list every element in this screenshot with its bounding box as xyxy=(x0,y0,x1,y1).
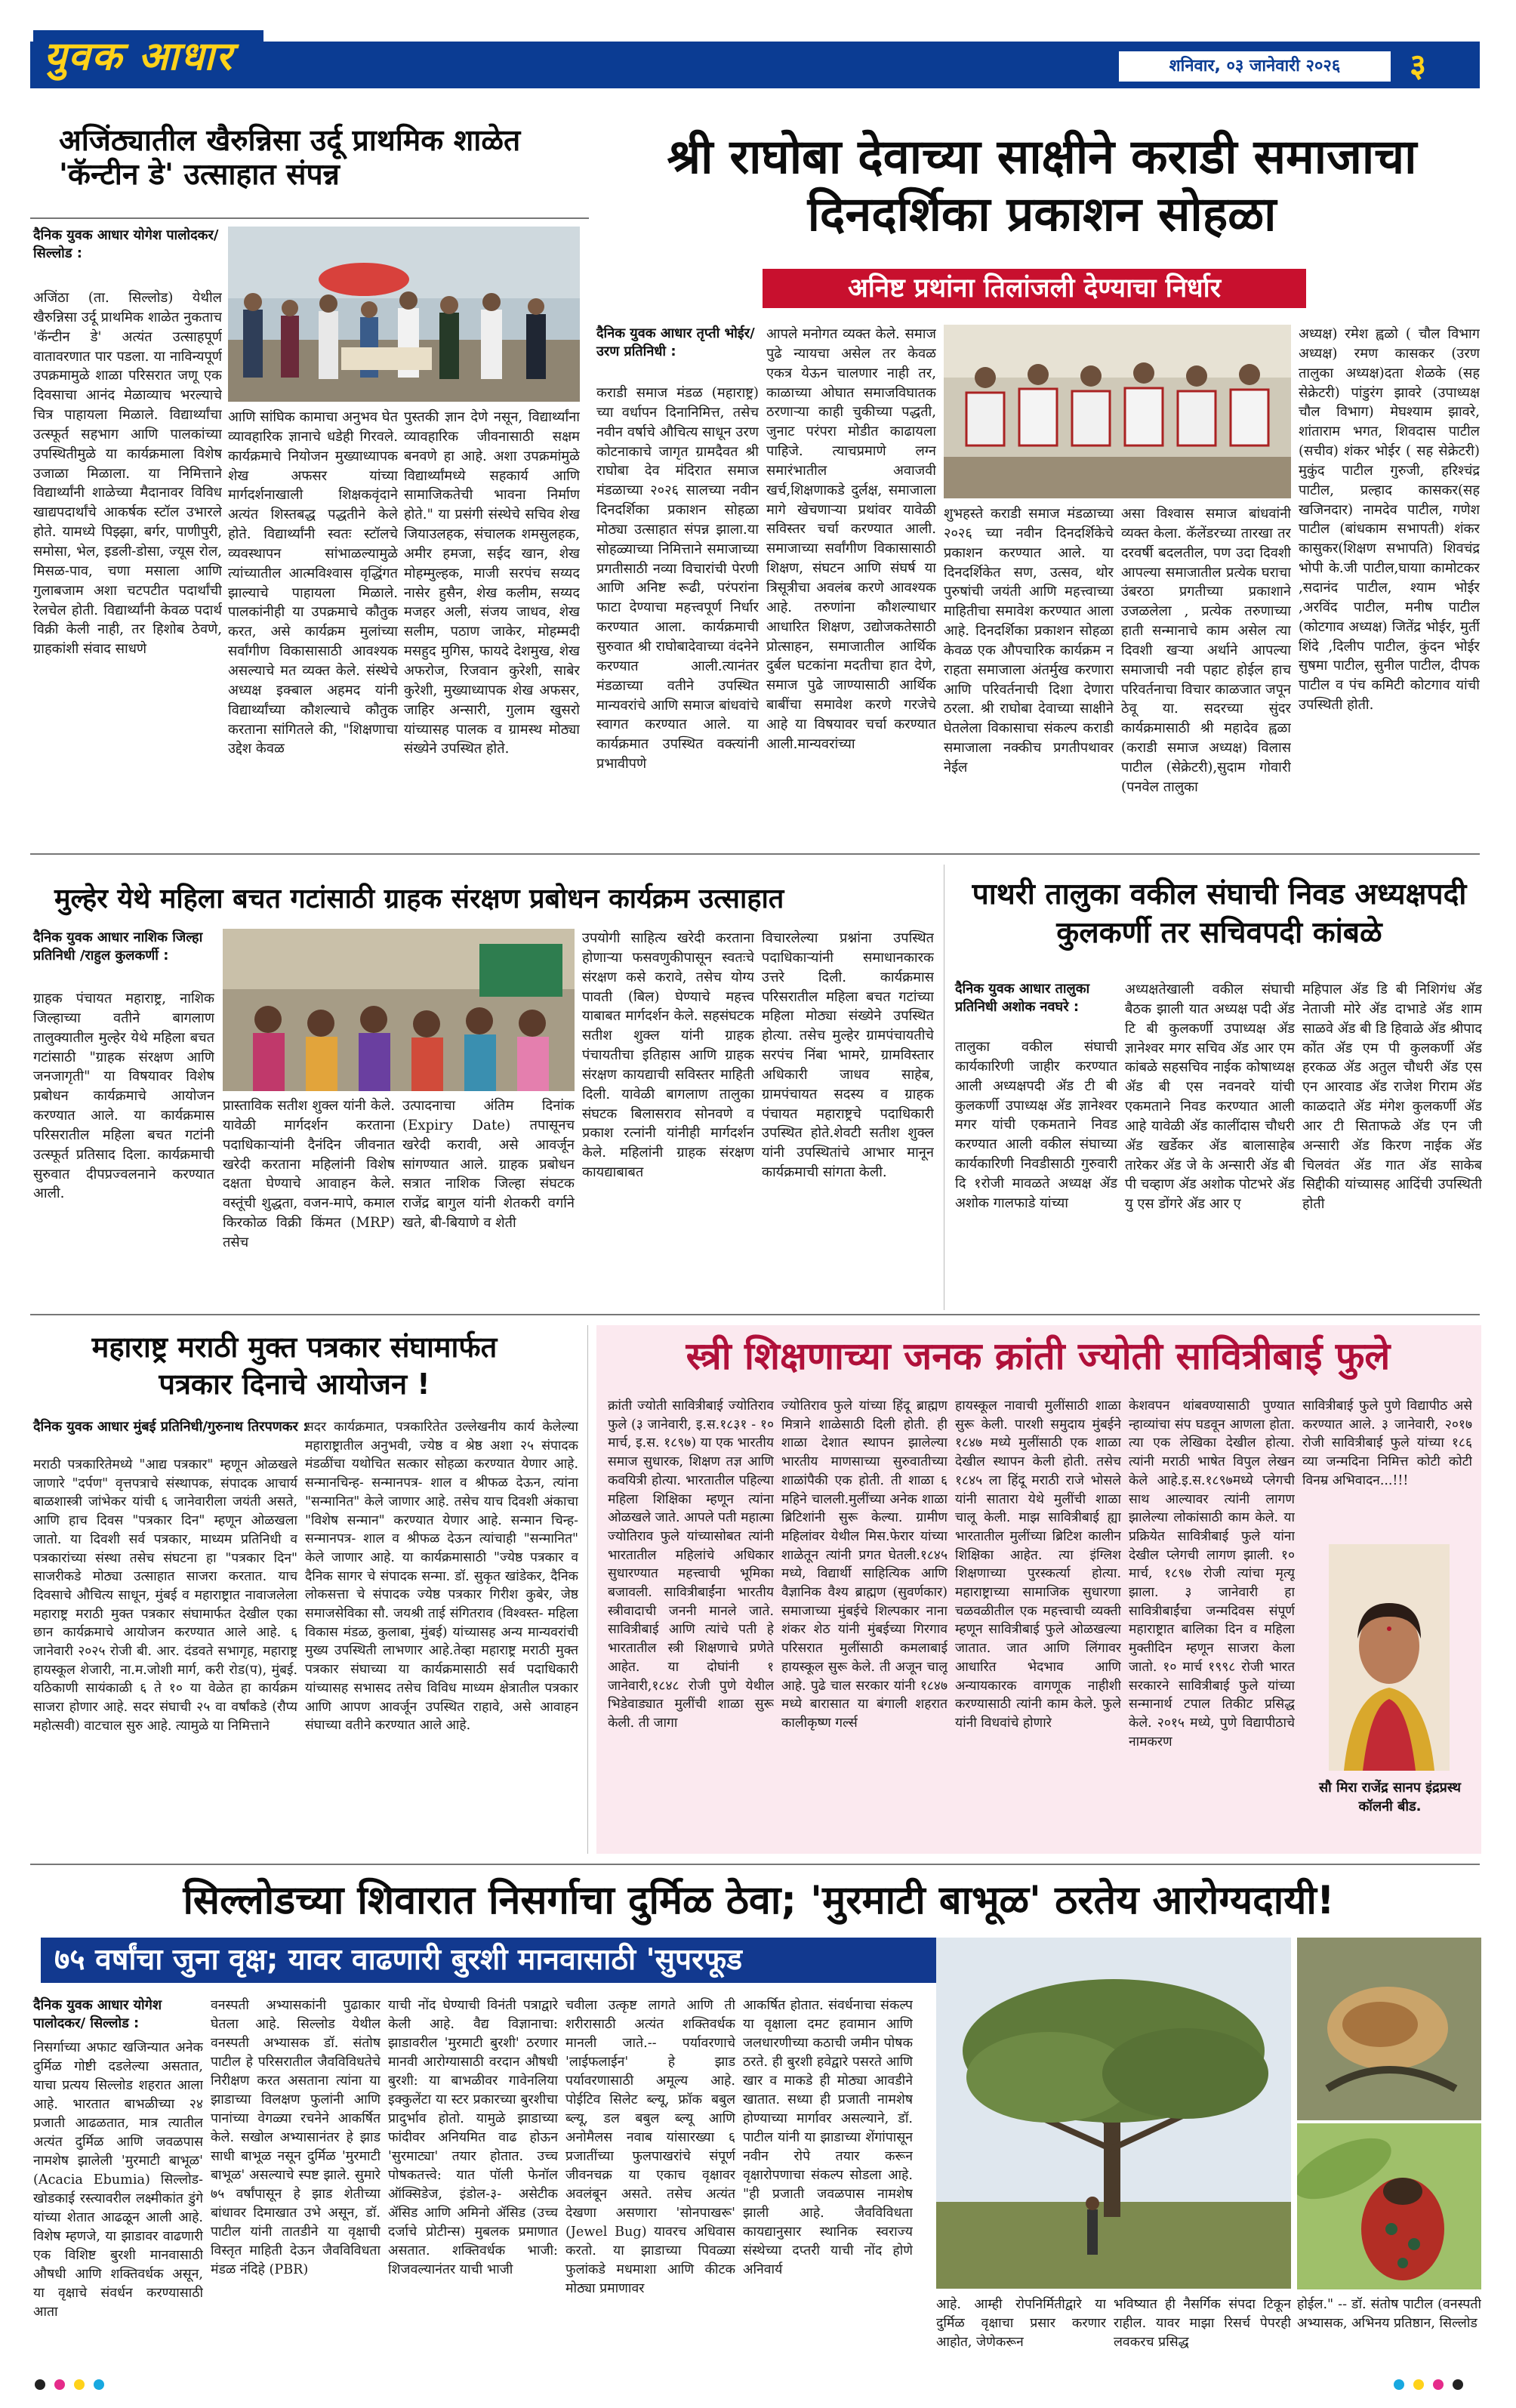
article1-byline: दैनिक युवक आधार योगेश पालोदकर/ सिल्लोड : xyxy=(33,227,219,262)
article4-column-1: तालुका वकील संघाची कार्यकारिणी जाहीर करण्यात आली अध्यक्षपदी ॲड टी बी कुलकर्णी उपाध्यक्ष ॲड ज्ञानेश्वर मगर यांची एकमताने निवड करण्यात आली वकील संघाच्या कार्यकारिणी निवडीसाठी गुरुवारी दि १रोजी मावळते अध्यक्ष ॲड अशोक गालफाडे यांच्या xyxy=(955,1039,1117,1211)
article6-column-2: ज्योतिराव फुले यांच्या हिंदू ब्राह्मण मित्राने शाळेसाठी दिली होती. ही शाळा देशात स्थापन झालेल्या भारतीय माणसाच्या सुरुवातीच्या शाळांपैकी एक होती. ती शाळा ६ महिने चालली.मुलींच्या अनेक शाळा ब्रिटिशांनी सुरू केल्या. ग्रामीण महिलांवर येथील मिस.फेरार यांच्या शाळेतून त्यांनी प्रगत घेतली.१८४५ मध्ये, विद्यार्थी साहित्यिक आणि वैज्ञानिक वैश्य ब्राह्मण (सुवर्णकार) समाजाच्या मुंबईचे शिल्पकार नाना शंकर शेठ यांनी मुंबईच्या गिरगाव परिसरात मुलींसाठी कमलाबाई हायस्कूल सुरू केले. ती अजून चालू आहे. पुढे चाल सरकार यांनी १८४७ मध्ये बारासात या बंगाली शहरात कालीकृष्ण गर्ल्स xyxy=(781,1398,948,1731)
article4-column-3: महिपाल ॲड डि बी निशिगंध ॲड नेताजी मोरे ॲड दाभाडे ॲड शाम साळवे ॲड बी डि हिवाळे ॲड श्रीपाद कोंत ॲड एम पी कुलकर्णी ॲड हरकळ ॲड अतुल चौधरी ॲड एस एन आरवाड ॲड राजेश गिराम ॲड काळदाते ॲड मंगेश कुलकर्णी ॲड आर टी सिताफळे ॲड एन जी अन्सारी ॲड किरण नाईक ॲड चिलवंत ॲड गात ॲड साकेब सिद्दीकी यांच्यासह आदिंची उपस्थिती होती xyxy=(1302,982,1482,1213)
article5-byline: दैनिक युवक आधार मुंबई प्रतिनिधी/गुरुनाथ तिरपणकर : xyxy=(33,1419,309,1435)
article3-headline: मुल्हेर येथे महिला बचत गटांसाठी ग्राहक संरक्षण प्रबोधन कार्यक्रम उत्साहात xyxy=(54,883,784,914)
calendar-launch-photo xyxy=(944,325,1291,498)
article7-headline: सिल्लोडच्या शिवारात निसर्गाचा दुर्मिळ ठेवा; 'मुरमाटी बाभूळ' ठरतेय आरोग्यदायी! xyxy=(183,1878,1335,1923)
article2-headline: श्री राघोबा देवाच्या साक्षीने कराडी समाजाचा दिनदर्शिका प्रकाशन सोहळा xyxy=(667,129,1417,242)
fungus-closeup-photo xyxy=(1297,1938,1481,2120)
article7-column-4: चवीला उत्कृष्ट लागते आणि ती शरीरासाठी अत्यंत शक्तिवर्धक मानली जाते.-- पर्यावरणाचे 'लाईफलाईन' हे झाड पर्यावरणासाठी अमूल्य आहे. पोईटिव सिलेट ब्ल्यू, फ्रॉक बबुल ब्ल्यू, डल बबुल ब्ल्यू आणि अनोमैलस नवाब यांसारख्या ६ प्रजातींच्या फुलपाखरांचे संपूर्ण जीवनचक्र या एकाच वृक्षावर अवलंबून असते. तसेच अत्यंत देखणा असणारा 'सोनपाखरू' (Jewel Bug) यावरच अधिवास करतो. या झाडाच्या पिवळ्या फुलांकडे मधमाशा आणि कीटक मोठ्या प्रमाणावर xyxy=(565,1998,735,2296)
article2-subhead: अनिष्ट प्रथांना तिलांजली देण्याचा निर्धार xyxy=(763,269,1306,308)
article2-column-4: असा विश्वास समाज बांधवांनी व्यक्त केला. कॅलेंडरच्या तारखा तर दरवर्षी बदलतील, पण उदा दिवशी आपल्या समाजातील प्रत्येक घराचा उंबरठा प्रगतीच्या प्रकाशाने उजळलेला , प्रत्येक तरुणाच्या हाती सन्मानाचे काम असेल त्या दिवशी खऱ्या अर्थाने आपल्या समाजाची नवी पहाट होईल हाच परिवर्तनाचा विचार काळजात जपून ठेवू या. सदरच्या सुंदर कार्यक्रमासाठी श्री महादेव ह्वळा (कराडी समाज अध्यक्ष) विलास पाटील (सेक्रेटरी),सुदाम गोवारी (पनवेल तालुका xyxy=(1121,506,1291,795)
article1-column-3: पुस्तकी ज्ञान देणे नसून, विद्यार्थ्यांना व्यावहारिक जीवनासाठी सक्षम बनवणे हा आहे. अशा उपक्रमांमुळे विद्यार्थ्यांमध्ये सहकार्य आणि सामाजिकतेची भावना निर्माण होते." या प्रसंगी संस्थेचे सचिव शेख जियाउलहक, संचालक शमसुलहक, अमीर हमजा, सईद खान, शेख मोहम्मुल्हक, माजी सरपंच सय्यद नासेर हुसैन, शेख कलीम, सय्यद मजहर अली, संजय जाधव, शेख सलीम, पठाण जाकेर, मोहम्मदी मसहुद मुगिस, फायदे देशमुख, शेख अफरोज, रिजवान कुरेशी, साबेर कुरेशी, मुख्याध्यापक शेख अफसर, जाहिर अन्सारी, गुलाम खुसरो यांच्यासह पालक व ग्रामस्थ मोठ्या संख्येने उपस्थित होते. xyxy=(404,409,580,757)
article1-headline: अजिंठ्यातील खैरुन्निसा उर्दू प्राथमिक शाळेत 'कॅन्टीन डे' उत्साहात संपन्न xyxy=(59,124,521,192)
article7-bottom-column-1: आहे. आम्ही रोपनिर्मितीद्वारे या दुर्मिळ वृक्षाचा प्रसार करणार आहोत, जेणेकरून xyxy=(936,2297,1106,2350)
article2-column-3: शुभहस्ते कराडी समाज मंडळाच्या २०२६ च्या नवीन दिनदर्शिकेचे प्रकाशन करण्यात आले. या दिनदर्शिकेत सण, उत्सव, थोर पुरुषांची जयंती आणि महत्त्वाच्या माहितीचा समावेश करण्यात आला आहे. दिनदर्शिका प्रकाशन सोहळा केवळ एक औपचारिक कार्यक्रम न राहता समाजाला अंतर्मुख करणारा आणि परिवर्तनाची दिशा देणारा ठरला. श्री राघोबा देवाच्या साक्षीने घेतलेला विकासाचा संकल्प कराडी समाजाला नक्कीच प्रगतीपथावर नेईल xyxy=(944,506,1114,775)
article3-column-1: ग्राहक पंचायत महाराष्ट्र, नाशिक जिल्हाच्या वतीने बागलाण तालुक्यातील मुल्हेर येथे महिला बचत गटांसाठी "ग्राहक संरक्षण आणि जनजागृती" या विषयावर विशेष प्रबोधन कार्यक्रमाचे आयोजन करण्यात आले. या कार्यक्रमास परिसरातील महिला बचत गटांनी उत्स्फूर्त प्रतिसाद दिला. कार्यक्रमाची सुरुवात दीपप्रज्वलनाने करण्यात आली. xyxy=(33,991,214,1202)
consumer-awareness-photo xyxy=(223,929,575,1091)
article5-column-2: सदर कार्यक्रमात, पत्रकारितेत उल्लेखनीय कार्य केलेल्या महाराष्ट्रातील अनुभवी, ज्येष्ठ व श्रेष्ठ अशा २५ संपादक मंडळींचा यथोचित सत्कार सोहळा करण्यात येणार आहे. सन्मानचिन्ह- सन्मानपत्र- शाल व श्रीफळ देऊन, त्यांना "सन्मानित" केले जाणार आहे. तसेच याच दिवशी अंकाचा "विशेष सन्मान" करण्यात येणार आहे. सन्मान चिन्ह- सन्मानपत्र- शाल व श्रीफळ देऊन त्यांचाही "सन्मानित" केले जाणार आहे. या कार्यक्रमासाठी "ज्येष्ठ पत्रकार व दैनिक सागर चे संपादक सन्मा. डॉ. सुकृत खांडेकर, दैनिक लोकसत्ता चे संपादक ज्येष्ठ पत्रकार गिरीश कुबेर, जेष्ठ समाजसेविका सौ. जयश्री ताई संगितराव (विश्वस्त- महिला विकास मंडळ, कुलाबा, मुंबई) यांच्यासह अन्य मान्यवरांची मुख्य उपस्थिती लाभणार आहे.तेव्हा महाराष्ट्र मराठी मुक्त पत्रकार संघाच्या या कार्यक्रमासाठी सर्व पदाधिकारी यांच्यासह सभासद तसेच विविध माध्यम क्षेत्रातील पत्रकार आणि आपण आवर्जून उपस्थित राहावे, असे आवाहन संघाच्या वतीने करण्यात आले आहे. xyxy=(305,1420,578,1734)
issue-date: शनिवार, ०३ जानेवारी २०२६ xyxy=(1117,50,1392,83)
article7-column-5: आकर्षित होतात. संवर्धनाचा संकल्प या वृक्षाला दमट हवामान आणि जलधारणीच्या कठाची जमीन पोषक ठरते. ही बुरशी हवेद्वारे पसरते आणि खार व माकडे ही मोठ्या आवडीने खातात. सध्या ही प्रजाती नामशेष होण्याच्या मार्गावर असल्याने, डॉ. पाटील यांनी या झाडाच्या शेंगांपासून नवीन रोपे तयार करून वृक्षारोपणाचा संकल्प सोडला आहे. "ही प्रजाती जवळपास नामशेष झाली आहे. जैवविविधता कायद्यानुसार स्थानिक स्वराज्य संस्थेच्या दप्तरी याची नोंद होणे अनिवार्य xyxy=(743,1998,913,2277)
article7-byline: दैनिक युवक आधार योगेश पालोदकर/ सिल्लोड : xyxy=(33,1997,162,2032)
registration-marks xyxy=(1389,2379,1468,2393)
article3-column-5: विचारलेल्या प्रश्नांना उपस्थित पदाधिकाऱ्यांनी समाधानकारक उत्तरे दिली. कार्यक्रमास परिसरातील महिला बचत गटांच्या महिला मोठ्या संख्येने उपस्थित होत्या. तसेच मुल्हेर ग्रामपंचायतीचे सरपंच निंबा भामरे, ग्रामविस्तार अधिकारी जाधव साहेब, ग्रामपंचायत सदस्य व ग्राहक पंचायत महाराष्ट्रचे पदाधिकारी उपस्थित होते.शेवटी सतीश शुक्ल यांनी उपस्थितांचे आभार मानून कार्यक्रमाची सांगता केली. xyxy=(762,930,934,1181)
article1-column-2: आणि सांघिक कामाचा अनुभव घेत व्यावहारिक ज्ञानाचे धडेही गिरवले. कार्यक्रमाचे नियोजन मुख्याध्यापक शेख अफसर यांच्या मार्गदर्शनाखाली शिक्षकवृंदाने अत्यंत शिस्तबद्ध पद्धतीने केले होते. विद्यार्थ्यांनी स्वतः स्टॉलचे व्यवस्थापन सांभाळल्यामुळे त्यांच्यातील आत्मविश्वास वृद्धिंगत झाल्याचे पाहायला मिळाले. पालकांनीही या उपक्रमाचे कौतुक करत, असे कार्यक्रम मुलांच्या सर्वांगीण विकासासाठी आवश्यक असल्याचे मत व्यक्त केले. संस्थेचे अध्यक्ष इक्बाल अहमद यांनी विद्यार्थ्यांच्या कौशल्याचे कौतुक करताना सांगितले की, "शिक्षणाचा उद्देश केवळ xyxy=(228,409,398,757)
babhul-tree-photo xyxy=(936,1938,1291,2289)
page-number: ३ xyxy=(1410,47,1426,84)
article7-bottom-column-2: भविष्यात ही नैसर्गिक संपदा टिकून राहील. यावर माझा रिसर्च पेपरही लवकरच प्रसिद्ध xyxy=(1114,2297,1291,2350)
article1-column-1: अजिंठा (ता. सिल्लोड) येथील खैरुन्निसा उर्दू प्राथमिक शाळेत नुकताच 'कॅन्टीन डे' अत्यंत उत्साहपूर्ण वातावरणात पार पडला. या नाविन्यपूर्ण उपक्रमामुळे शाळा परिसरात जणू एक दिवसाचा आनंद मेळाव्याच भरल्याचे चित्र पाहायला मिळाले. विद्यार्थ्यांचा उत्स्फूर्त सहभाग आणि पालकांच्या उपस्थितीमुळे या कार्यक्रमाला विशेष उजाळा मिळाला. या निमित्ताने विद्यार्थ्यांनी शाळेच्या मैदानावर विविध खाद्यपदार्थांचे आकर्षक स्टॉल उभारले होते. यामध्ये पिझ्झा, बर्गर, पाणीपुरी, समोसा, भेल, इडली-डोसा, ज्यूस रोल, मिसळ-पाव, चणा मसाला आणि गुलाबजाम अशा चटपटीत पदार्थांची रेलचेल होती. विद्यार्थ्यांनी केवळ पदार्थ विक्री केली नाही, तर हिशोब ठेवणे, ग्राहकांशी संवाद साधणे xyxy=(33,290,222,658)
divider xyxy=(30,853,1480,855)
registration-marks xyxy=(30,2379,109,2393)
article6-column-5: सावित्रीबाई फुले पुणे विद्यापीठ असे करण्यात आले. ३ जानेवारी, २०१७ रोजी सावित्रीबाई फुले यांच्या १८६ व्या जन्मदिना निमित्त कोटी कोटी विनम्र अभिवादन...!!! xyxy=(1302,1398,1472,1488)
article3-byline: दैनिक युवक आधार नाशिक जिल्हा प्रतिनिधी /राहुल कुलकर्णी : xyxy=(33,930,203,964)
newspaper-logo: युवक आधार xyxy=(33,30,263,83)
article7-column-3: याची नोंद घेण्याची विनंती पत्राद्वारे केली आहे. वैद्य विज्ञानाचा: झाडावरील 'मुरमाटी बुरशी' ठरणार मानवी आरोग्यासाठी वरदान औषधी बुरशी: या बाभळीवर गावेनलिया इक्कुलेंटा या स्टर प्रकारच्या बुरशीचा प्रादुर्भाव होतो. यामुळे झाडाच्या फांदीवर अनियमित वाढ होऊन 'सुरमाट्या' तयार होतात. उच्च पोषकतत्त्वे: यात पॉली फेनॉल ऑक्सिडेज, इंडोल-३- असेटीक ॲसिड आणि अमिनो ॲसिड (उच्च दर्जाचे प्रोटीन्स) मुबलक प्रमाणात असतात. शक्तिवर्धक भाजी: शिजवल्यानंतर याची भाजी xyxy=(388,1998,558,2277)
author-caption: सौ मिरा राजेंद्र सानप इंद्रप्रस्थ कॉलनी बीड. xyxy=(1318,1780,1462,1815)
article4-column-2: अध्यक्षतेखाली वकील संघाची बैठक झाली यात अध्यक्ष पदी ॲड टि बी कुलकर्णी उपाध्यक्ष ॲड ज्ञानेश्वर मगर सचिव ॲड आर एम कांबळे सहसचिव नाईक कोषाध्यक्ष ॲड बी एस नवनवरे यांची एकमताने निवड करण्यात आली आहे यावेळी ॲड कालींदास चौधरी ॲड खर्डेकर ॲड बालासाहेब तारेकर ॲड जे के अन्सारी ॲड बी पी चव्हाण ॲड अशोक पोटभरे ॲड यु एस डोंगरे ॲड आर ए xyxy=(1125,982,1295,1213)
article6-column-4: केशवपन थांबवण्यासाठी पुण्यात न्हाव्यांचा संप घडवून आणला होता. त्या एक लेखिका देखील होत्या. त्यांनी मराठी भाषेत विपुल लेखन केले आहे.इ.स.१८९७मध्ये प्लेगची साथ आल्यावर त्यांनी लागण झालेल्या लोकांसाठी काम केले. या प्रक्रियेत सावित्रीबाई फुले यांना देखील प्लेगची लागण झाली. १० मार्च, १८९७ रोजी त्यांचा मृत्यू झाला. ३ जानेवारी हा सावित्रीबाईंचा जन्मदिवस संपूर्ण महाराष्ट्रात बालिका दिन व महिला मुक्तीदिन म्हणून साजरा केला जातो. १० मार्च १९९८ रोजी भारत सरकारने सावित्रीबाई फुले यांच्या सन्मानार्थ टपाल तिकीट प्रसिद्ध केले. २०१५ मध्ये, पुणे विद्यापीठाचे नामकरण xyxy=(1129,1398,1295,1750)
article7-column-2: वनस्पती अभ्यासकांनी पुढाकार घेतला आहे. सिल्लोड येथील वनस्पती अभ्यासक डॉ. संतोष पाटील हे परिसरातील जैवविविधतेचे निरीक्षण करत असताना त्यांना या झाडाच्या विलक्षण फुलांनी आणि पानांच्या वेगळ्या रचनेने आकर्षित केले. सखोल अभ्यासानंतर हे झाड साधी बाभूळ नसून दुर्मिळ 'मुरमाटी बाभूळ' असल्याचे स्पष्ट झाले. सुमारे ७५ वर्षांपासून हे झाड शेतीच्या बांधावर दिमाखात उभे असून, डॉ. पाटील यांनी तातडीने या वृक्षाची विस्तृत माहिती देऊन जैवविविधता मंडळ नंदिहे (PBR) xyxy=(211,1998,381,2277)
article7-column-1: निसर्गाच्या अफाट खजिन्यात अनेक दुर्मिळ गोष्टी दडलेल्या असतात, याचा प्रत्यय सिल्लोड शहरात आला आहे. भारतात बाभळीच्या २४ प्रजाती आढळतात, मात्र त्यातील अत्यंत दुर्मिळ आणि जवळपास नामशेष झालेली 'मुरमाटी बाभूळ' (Acacia Ebumia) सिल्लोड-खोडकाई रस्त्यावरील लक्ष्मीकांत डुंगे यांच्या शेतात आढळून आली आहे. विशेष म्हणजे, या झाडावर वाढणारी एक विशिष्ट बुरशी मानवासाठी औषधी आणि शक्तिवर्धक असून, या वृक्षाचे संवर्धन करण्यासाठी आता xyxy=(33,2040,203,2320)
divider xyxy=(30,1864,1480,1865)
article2-column-5: अध्यक्ष) रमेश ह्वळो ( चौल विभाग अध्यक्ष) रमण कासकर (उरण तालुका अध्यक्ष)दता शेळके (सह सेक्रेटरी) पांडुरंग झावरे (उपाध्यक्ष चौल विभाग) मेघश्याम झावरे, शांताराम भगत, शिवदास पाटील (सचीव) शंकर भोईर ( सह सेक्रेटरी) मुकुंद पाटील गुरुजी, हरिश्चंद्र पाटील, प्रल्हाद कासकर(सह खजिनदार) नामदेव पाटील, गणेश पाटील (बांधकाम सभापती) शंकर कासुकर(शिक्षण सभापति) शिवचंद्र भोपी के.जी पाटील,घायाा कामोटकर ,सदानंद पाटील, श्याम भोईर ,अरविंद पाटील, मनीष पाटील (कोटगाव अध्यक्ष) जितेंद्र भोईर, मुर्ती शिंदे ,दिलीप पाटील, कुंदन भोईर सुषमा पाटील, सुनील पाटील, दीपक पाटील व पंच कमिटी कोटगाव यांची उपस्थिती होती. xyxy=(1299,326,1480,714)
article3-column-2: प्रास्ताविक सतीश शुक्ल यांनी केले. यावेळी मार्गदर्शन करताना पदाधिकाऱ्यांनी दैनंदिन जीवनात खरेदी करताना महिलांनी विशेष दक्षता घेण्याचे आवाहन केले. वस्तूंची शुद्धता, वजन-मापे, कमाल किरकोळ विक्री किंमत (MRP) तसेच xyxy=(223,1098,395,1250)
article4-headline: पाथरी तालुका वकील संघाची निवड अध्यक्षपदी कुलकर्णी तर सचिवपदी कांबळे xyxy=(972,877,1467,950)
article6-column-1: क्रांती ज्योती सावित्रीबाई ज्योतिराव फुले (३ जानेवारी, इ.स.१८३१ - १० मार्च, इ.स. १८९७) या एक भारतीय समाज सुधारक, शिक्षण तज्ञ आणि कवयित्री होत्या. भारतातील पहिल्या महिला शिक्षिका म्हणून त्यांना ओळखले जाते. आपले पती महात्मा ज्योतिराव फुले यांच्यासोबत त्यांनी भारतातील महिलांचे अधिकार सुधारण्यात महत्त्वाची भूमिका बजावली. सावित्रीबाईंना भारतीय स्त्रीवादाची जननी मानले जाते. सावित्रीबाई आणि त्यांचे पती हे भारतातील स्त्री शिक्षणाचे प्रणेते आहेत. या दोघांनी १ जानेवारी,१८४८ रोजी पुणे येथील भिडेवाड्यात मुलींची शाळा सुरू केली. ती जागा xyxy=(608,1398,774,1731)
article3-column-3: उत्पादनाचा अंतिम दिनांक (Expiry Date) तपासूनच खरेदी करावी, असे आवर्जून सांगण्यात आले. ग्राहक प्रबोधन सत्रात नाशिक जिल्हा संघटक राजेंद्र बागुल यांनी शेतकरी वर्गाने खते, बी-बियाणे व शेती xyxy=(402,1098,575,1232)
article2-column-2: आपले मनोगत व्यक्त केले. समाज पुढे न्यायचा असेल तर केवळ एकत्र येऊन चालणार नाही तर, काळाच्या ओघात समाजविघातक ठरणाऱ्या काही चुकीच्या पद्धती, जुनाट परंपरा मोडीत काढायला पाहिजे. त्याचप्रमाणे लग्न समारंभातील अवाजवी खर्च,शिक्षणाकडे दुर्लक्ष, समाजाला मागे खेचणाऱ्या प्रथांवर यावेळी सविस्तर चर्चा करण्यात आली. समाजाच्या सर्वांगीण विकासासाठी शिक्षण, संघटन आणि संघर्ष या त्रिसूत्रीचा अवलंब करणे आवश्यक आहे. तरुणांना कौशल्याधार आधारित शिक्षण, उद्योजकतेसाठी प्रोत्साहन, समाजातील आर्थिक दुर्बल घटकांना मदतीचा हात देणे, समाज पुढे जाण्यासाठी आर्थिक बाबींचा समावेश करणे गरजेचे आहे या विषयावर चर्चा करण्यात आली.मान्यवरांच्या xyxy=(766,326,936,752)
author-portrait xyxy=(1329,1544,1450,1771)
article4-byline: दैनिक युवक आधार तालुका प्रतिनिधी अशोक नवघरे : xyxy=(955,981,1090,1016)
divider xyxy=(30,217,589,219)
article3-column-4: उपयोगी साहित्य खरेदी करताना होणाऱ्या फसवणुकीपासून स्वतःचे संरक्षण कसे करावे, तसेच योग्य पावती (बिल) घेण्याचे महत्त्व याबाबत मार्गदर्शन केले. सहसंघटक सतीश शुक्ल यांनी ग्राहक पंचायतीचा इतिहास आणि ग्राहक संरक्षण कायद्याची सविस्तर माहिती दिली. यावेळी बागलाण तालुका संघटक बिलासराव सोनवणे व प्रकाश रत्नांनी यांनीही मार्गदर्शन केले. महिलांनी ग्राहक संरक्षण कायद्याबाबत xyxy=(582,930,754,1181)
article7-subhead: ७५ वर्षांचा जुना वृक्ष; यावर वाढणारी बुरशी मानवासाठी 'सुपरफूड xyxy=(41,1938,945,1983)
divider xyxy=(30,1314,1480,1315)
article6-column-3: हायस्कूल नावाची मुलींसाठी शाळा सुरू केली. पारशी समुदाय मुंबईने १८४७ मध्ये मुलींसाठी एक शाळा देखील स्थापन केली होती. तसेच १८४५ ला हिंदू मराठी राजे भोसले यांनी सातारा येथे मुलींची शाळा चालू केली. माझ सावित्रीबाई ह्या भारतातील मुलींच्या ब्रिटिश कालीन शिक्षिका आहेत. त्या इंग्लिश शिक्षणाच्या पुरस्कर्त्या होत्या. महाराष्ट्राच्या सामाजिक सुधारणा चळवळीतील एक महत्त्वाची व्यक्ती म्हणून सावित्रीबाई फुले ओळखल्या जातात. जात आणि लिंगावर आधारित भेदभाव आणि अन्यायकारक वागणूक नाहीशी करण्यासाठी त्यांनी काम केले. फुले यांनी विधवांचे होणारे xyxy=(955,1398,1121,1731)
article6-headline: स्त्री शिक्षणाच्या जनक क्रांती ज्योती सावित्रीबाई फुले xyxy=(686,1334,1391,1378)
article2-byline: दैनिक युवक आधार तृप्ती भोईर/उरण प्रतिनिधी : xyxy=(596,325,755,360)
jewel-bug-photo xyxy=(1297,2123,1481,2289)
article5-headline: महाराष्ट्र मराठी मुक्त पत्रकार संघामार्फत पत्रकार दिनाचे आयोजन ! xyxy=(91,1330,498,1401)
article7-bottom-column-3: होईल." -- डॉ. संतोष पाटील (वनस्पती अभ्यासक, अभिनय प्रतिष्ठान, सिल्लोड xyxy=(1297,2297,1481,2331)
canteen-day-photo xyxy=(228,227,580,402)
article5-column-1: मराठी पत्रकारितेमध्ये "आद्य पत्रकार" म्हणून ओळखले जाणारे "दर्पण" वृत्तपत्राचे संस्थापक, संपादक आचार्य बाळशास्त्री जांभेकर यांची ६ जानेवारीला जयंती असते, आणि हाच दिवस "पत्रकार दिन" म्हणून ओळखला जातो. या दिवशी सर्व पत्रकार, माध्यम प्रतिनिधी व पत्रकारांच्या संस्था तसेच संघटना हा "पत्रकार दिन" साजरीकडे मोठ्या उत्साहात साजरा करतात. याच दिवसाचे औचित्य साधून, मुंबई व महाराष्ट्रात नावाजलेला महाराष्ट्र मराठी मुक्त पत्रकार संघामार्फत देखील एका छान कार्यक्रमाचे आयोजन करण्यात आले आहे. ६ जानेवारी २०२५ रोजी बी. आर. दंडवते सभागृह, महाराष्ट्र हायस्कूल शेजारी, ना.म.जोशी मार्ग, करी रोड(प), मुंबई. यठिकाणी सायंकाळी ६ ते १० या वेळेत हा कार्यक्रम साजरा होणार आहे. सदर संघाची २५ वा वर्षांकडे (रौप्य महोत्सवी) वाटचाल सुरु आहे. त्यामुळे या निमित्ताने xyxy=(33,1457,297,1734)
article2-column-1: कराडी समाज मंडळ (महाराष्ट्र) च्या वर्धापन दिनानिमित्त, तसेच नवीन वर्षाचे औचित्य साधून उरण कोटनाकाचे जागृत ग्रामदैवत श्री राघोबा देव मंदिरात समाज मंडळाच्या २०२६ सालच्या नवीन दिनदर्शिका प्रकाशन सोहळा मोठ्या उत्साहात संपन्न झाला.या सोहळ्याच्या निमित्ताने समाजाच्या प्रगतीसाठी नव्या विचारांची पेरणी आणि अनिष्ट रूढी, परंपरांना फाटा देण्याचा महत्त्वपूर्ण निर्धार करण्यात आला. कार्यक्रमाची सुरुवात श्री राघोबादेवाच्या वंदनेने करण्यात आली.त्यानंतर मंडळाच्या वतीने उपस्थित मान्यवरांचे आणि समाज बांधवांचे स्वागत करण्यात आले. या कार्यक्रमात उपस्थित वक्त्यांनी प्रभावीपणे xyxy=(596,385,759,772)
divider xyxy=(587,1325,588,1854)
